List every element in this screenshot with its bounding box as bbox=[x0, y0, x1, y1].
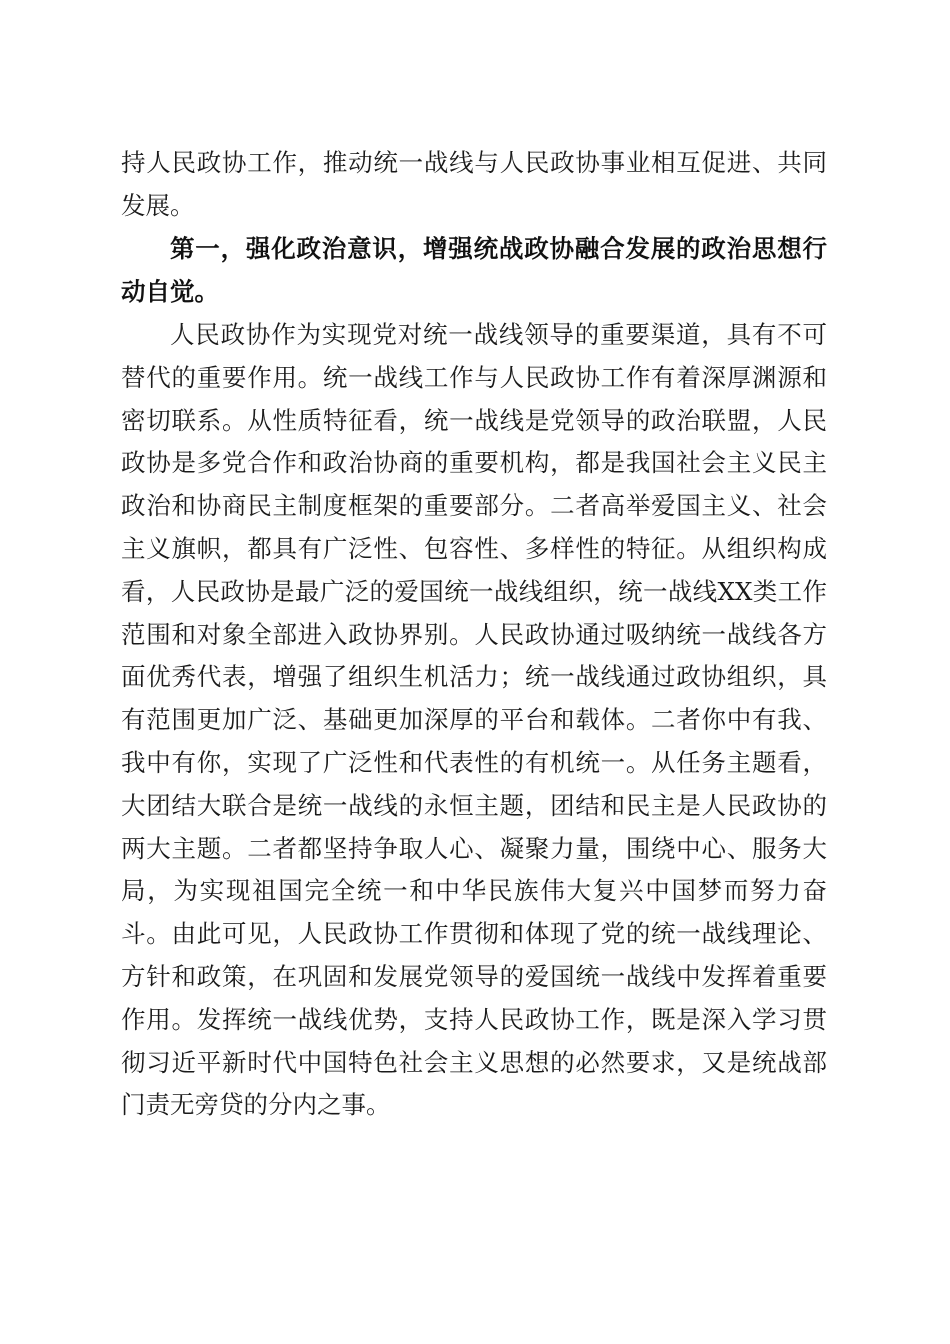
continuation-paragraph bbox=[121, 142, 827, 228]
body-paragraph-text: 人民政协作为实现党对统一战线领导的重要渠道，具有不可替代的重要作用。统一战线工作与人民政协工作有着深厚渊源和密切联系。从性质特征看，统一战线是党领导的政治联盟，人民政协是多党合作和政治协商的重要机构，都是我国社会主义民主政治和协商民主制度框架的重要部分。二者高举爱国主义、社会主义旗帜，都具有广泛性、包容性、多样性的特征。从组织构成看，人民政协是最广泛的爱国统一战线组织，统一战线XX类工作范围和对象全部进入政协界别。人民政协通过吸纳统一战线各方面优秀代表，增强了组织生机活力；统一战线通过政协组织，具有范围更加广泛、基础更加深厚的平台和载体。二者你中有我、我中有你，实现了广泛性和代表性的有机统一。从任务主题看，大团结大联合是统一战线的永恒主题，团结和民主是人民政协的两大主题。二者都坚持争取人心、凝聚力量，围绕中心、服务大局，为实现祖国完全统一和中华民族伟大复兴中国梦而努力奋斗。由此可见，人民政协工作贯彻和体现了党的统一战线理论、方针和政策，在巩固和发展党领导的爱国统一战线中发挥着重要作用。发挥统一战线优势，支持人民政协工作，既是深入学习贯彻习近平新时代中国特色社会主义思想的必然要求，又是统战部门责无旁贷的分内之事。 bbox=[121, 320, 827, 1120]
body-paragraph bbox=[121, 314, 827, 1127]
section-heading-text: 第一，强化政治意识，增强统战政协融合发展的政治思想行动自觉。 bbox=[121, 234, 827, 306]
section-heading bbox=[121, 228, 827, 314]
continuation-paragraph-text: 持人民政协工作，推动统一战线与人民政协事业相互促进、共同发展。 bbox=[121, 148, 827, 220]
